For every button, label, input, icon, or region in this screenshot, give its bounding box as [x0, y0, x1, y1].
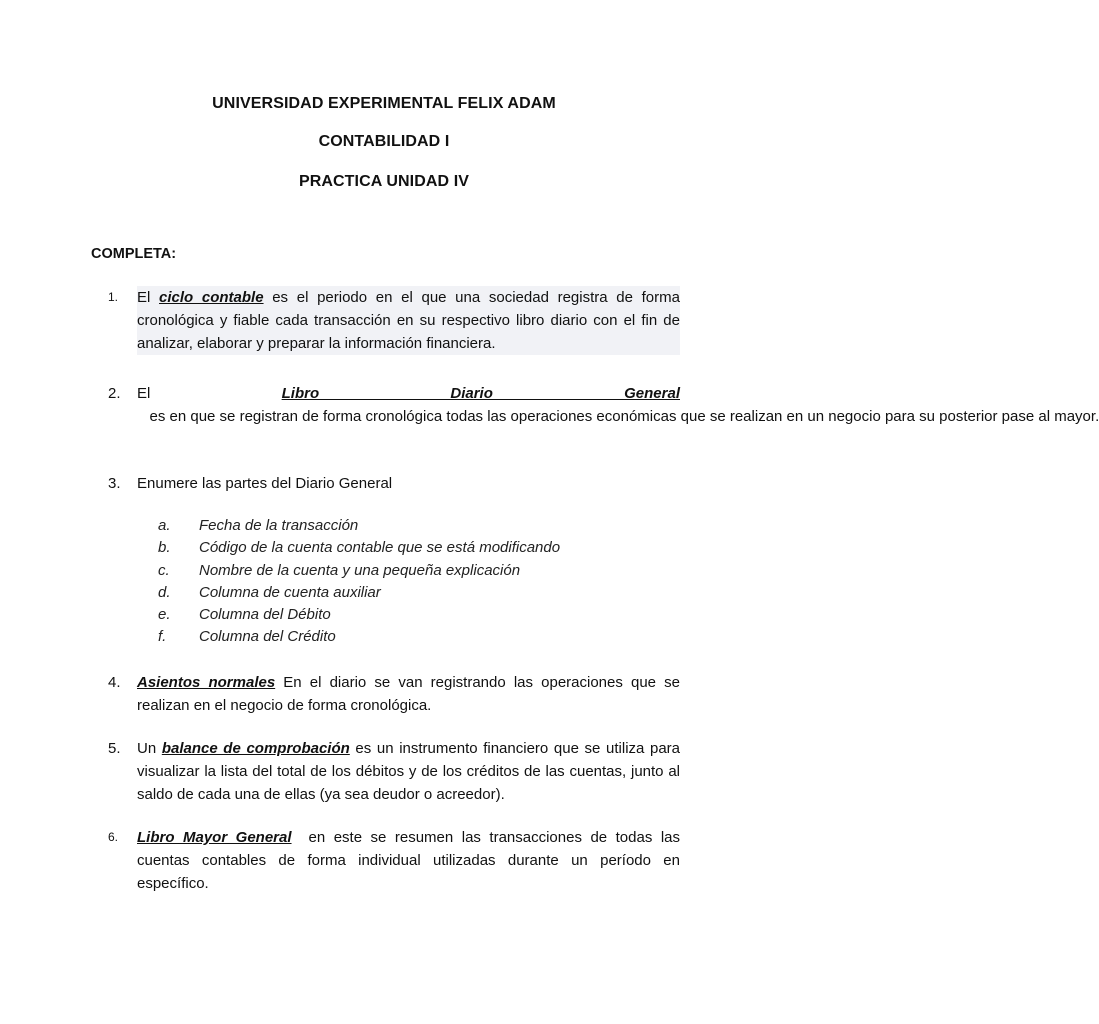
- question-5: [108, 737, 680, 806]
- question-3: [108, 472, 680, 495]
- answer-term: Libro Diario General: [281, 385, 680, 402]
- answer-term: Asientos normales: [137, 674, 276, 691]
- question-text: Un balance de comprobación es un instrumento financiero que se utiliza para visualizar la lista del total de los débitos y de los créditos de las cuentas, junto al saldo de cada una de ellas (ya sea deudor o acreedor).: [137, 740, 681, 803]
- section-label: COMPLETA:: [91, 246, 177, 262]
- question-number: 5.: [108, 740, 121, 757]
- question-text: El Libro Diario General es en que se registran de forma cronológica todas las operaciones económicas que se realizan en un negocio para su posterior pase al mayor.: [137, 385, 1099, 425]
- question-number: 6.: [108, 830, 119, 844]
- university-title: UNIVERSIDAD EXPERIMENTAL FELIX ADAM: [212, 95, 556, 112]
- question-6: [108, 826, 685, 895]
- question-4: [108, 671, 680, 717]
- question-number: 1.: [108, 290, 119, 304]
- document-page: UNIVERSIDAD EXPERIMENTAL FELIX ADAM CONTABILIDAD I PRACTICA UNIDAD IV COMPLETA: 1. El ciclo contable es el periodo en el que una sociedad registra de forma cronológica y fiable cada transacción en su respectivo libro diario con el fin de analizar, elaborar y preparar la información financiera. 2. El Libro Diario General es en que se registran de forma cronológica todas las operaciones económicas que se realizan en un negocio para su posterior pase al mayor. 3. Enumere las partes del Diario General a. Fecha de la transacción b. Código de la cuenta contable que se está modificando c. Nombre de la cuenta y una pequeña explicación d. Columna de cuenta auxiliar e. Columna del Débito f. Columna del Crédito 4. Asientos normales En el diario se van registrando las operaciones que se realizan en el negocio de forma cronológica. 5. Un balance de comprobación es un instrumento financiero que se utiliza para visualizar la lista del total de los débitos y de los créditos de las cuentas, junto al saldo de cada una de ellas (ya sea deudor o acreedor). 6. Libro Mayor General en este se resumen las transacciones de todas las cuentas contables de forma individual utilizadas durante un período en específico.: [0, 0, 768, 1024]
- question-text: El ciclo contable es el periodo en el que una sociedad registra de forma cronológica y fiable cada transacción en su respectivo libro diario con el fin de analizar, elaborar y preparar la información financiera.: [137, 286, 680, 355]
- question-2: [108, 382, 1099, 428]
- question-text: Asientos normales En el diario se van registrando las operaciones que se realizan en el negocio de forma cronológica.: [137, 674, 680, 714]
- question-1: [108, 286, 680, 355]
- question-number: 3.: [108, 475, 121, 492]
- course-title: CONTABILIDAD I: [318, 133, 450, 150]
- practice-title: PRACTICA UNIDAD IV: [298, 173, 470, 190]
- answer-term: ciclo contable: [159, 289, 264, 306]
- question-text: Enumere las partes del Diario General: [137, 475, 393, 492]
- question-text: Libro Mayor General en este se resumen las transacciones de todas las cuentas contables de forma individual utilizadas durante un período en específico.: [137, 829, 685, 892]
- answer-term: balance de comprobación: [161, 740, 350, 757]
- question-number: 4.: [108, 674, 121, 691]
- question-number: 2.: [108, 385, 121, 402]
- answer-term: Libro Mayor General: [137, 829, 292, 846]
